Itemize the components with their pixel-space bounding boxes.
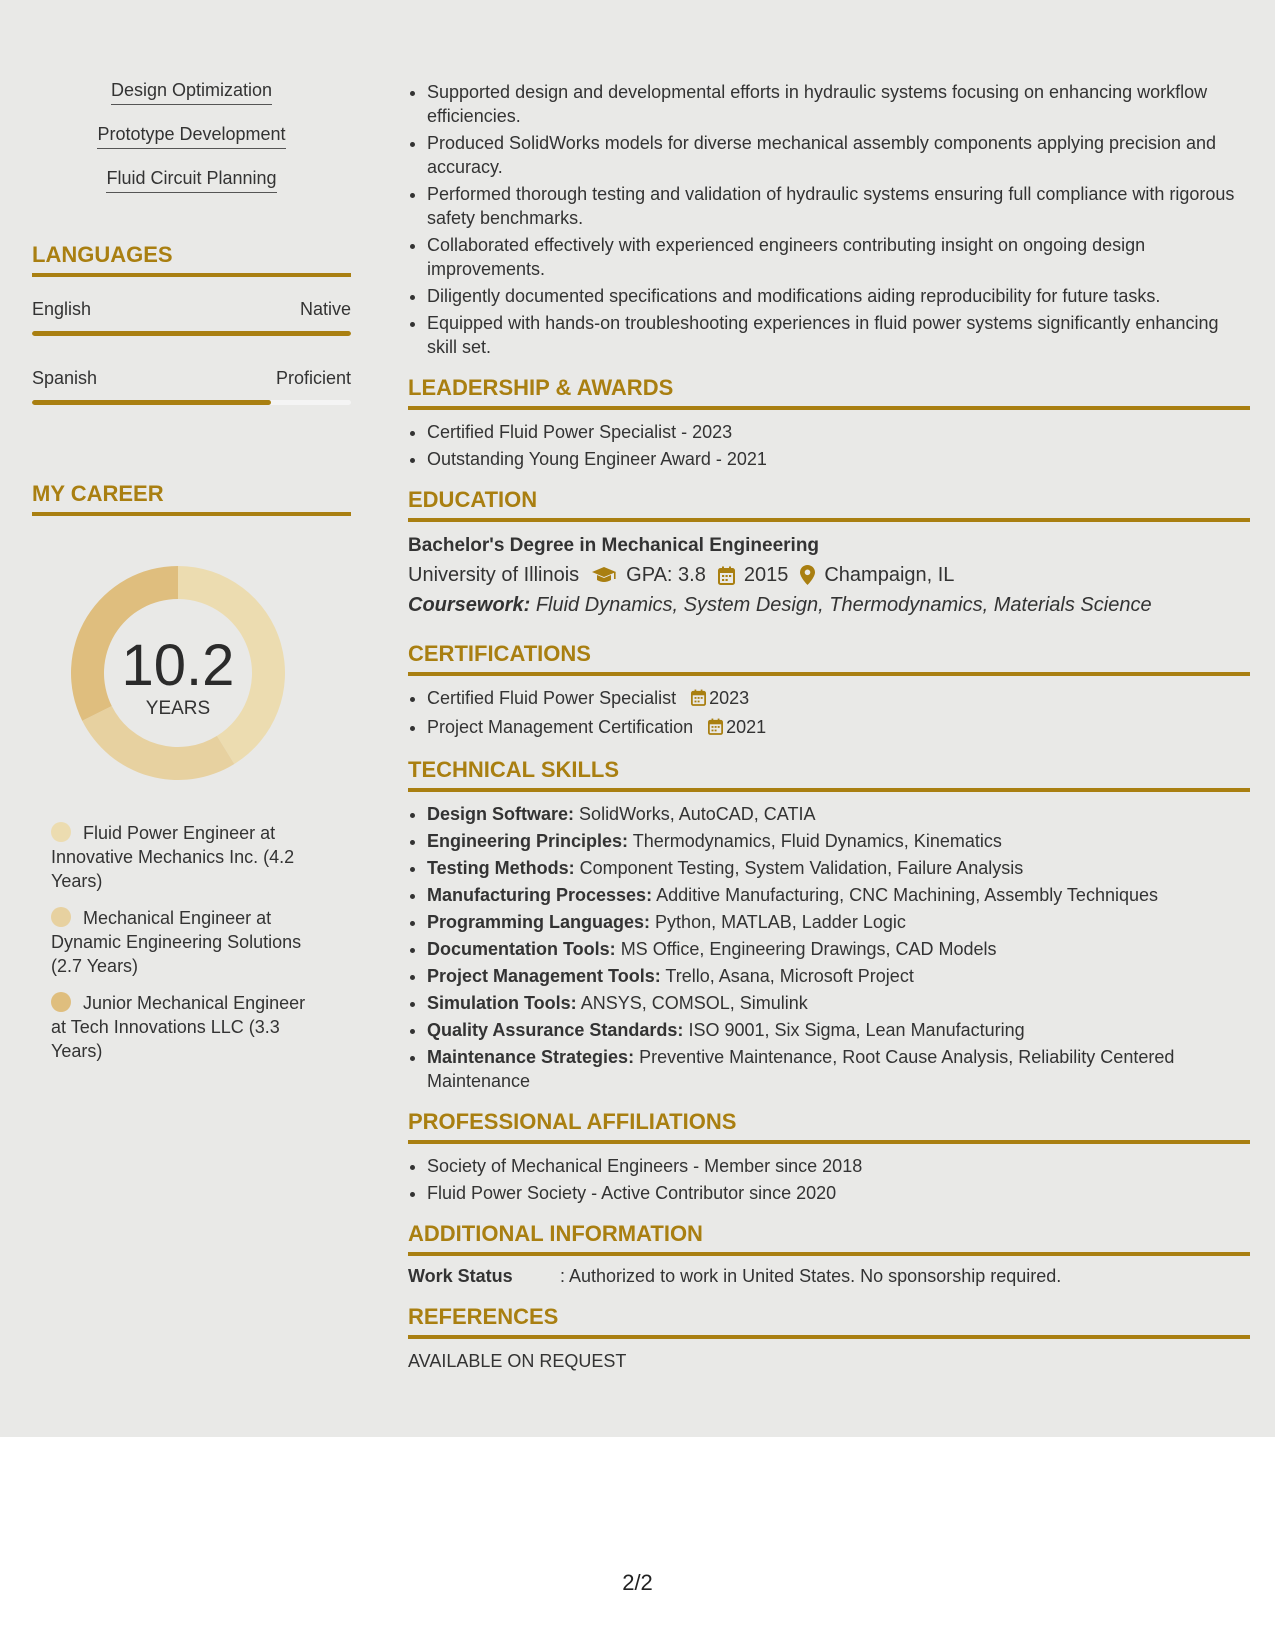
leadership-list <box>408 420 1250 471</box>
certification-name: Project Management Certification <box>427 717 694 737</box>
skill-key: Testing Methods: <box>427 858 575 878</box>
list-item <box>427 964 1250 988</box>
map-pin-icon <box>800 565 815 585</box>
list-item: • Society of Mechanical Engineers - Member since 2018 <box>427 1154 1250 1178</box>
references-title: REFERENCES <box>408 1303 1250 1339</box>
skill-value: Trello, Asana, Microsoft Project <box>665 966 914 986</box>
career-legend-item <box>51 991 322 1063</box>
education-title: EDUCATION <box>408 486 1250 522</box>
list-item <box>427 937 1250 961</box>
list-item: • Supported design and developmental efforts in hydraulic systems focusing on enhancing workflow efficiencies. <box>427 80 1250 128</box>
skill-value: Thermodynamics, Fluid Dynamics, Kinematics <box>632 831 1002 851</box>
skill-key: Manufacturing Processes: <box>427 885 653 905</box>
skill-key: Documentation Tools: <box>427 939 616 959</box>
language-level: Native <box>299 299 351 319</box>
education-school: University of Illinois <box>408 564 580 586</box>
left-column <box>32 78 351 1076</box>
work-status-value: : Authorized to work in United States. No sponsorship required. <box>560 1266 1062 1286</box>
list-item: • Collaborated effectively with experienced engineers contributing insight on ongoing design improvements. <box>427 233 1250 281</box>
education-degree: Bachelor's Degree in Mechanical Engineering <box>408 535 820 556</box>
calendar-icon <box>691 688 706 712</box>
skill-tag: Prototype Development <box>97 122 285 149</box>
skill-key: Programming Languages: <box>427 912 651 932</box>
skill-key: Engineering Principles: <box>427 831 629 851</box>
education-year: 2015 <box>743 564 789 586</box>
skill-key: Quality Assurance Standards: <box>427 1020 684 1040</box>
language-bar <box>32 331 351 336</box>
calendar-icon <box>718 566 735 585</box>
certification-year: 2023 <box>709 688 750 708</box>
list-item: • Outstanding Young Engineer Award - 2021 <box>427 447 1250 471</box>
skill-tag: Design Optimization <box>111 78 272 105</box>
list-item <box>427 1045 1250 1093</box>
career-legend-label: Fluid Power Engineer at Innovative Mechanics Inc. (4.2 Years) <box>51 823 295 891</box>
skill-value: Component Testing, System Validation, Failure Analysis <box>579 858 1024 878</box>
language-spanish <box>32 366 351 405</box>
language-level: Proficient <box>275 368 351 388</box>
language-bar-fill <box>32 400 271 405</box>
career-legend-item <box>51 821 322 893</box>
education-coursework <box>408 590 1250 620</box>
list-item <box>427 1018 1250 1042</box>
experience-bullets <box>408 80 1250 359</box>
career-total-years: 10.2 <box>121 633 235 698</box>
list-item <box>427 991 1250 1015</box>
certification-name: Certified Fluid Power Specialist <box>427 688 677 708</box>
list-item <box>427 883 1250 907</box>
career-legend-item <box>51 906 322 978</box>
legend-dot-icon <box>51 992 71 1012</box>
career-donut-chart <box>65 560 291 786</box>
language-bar-fill <box>32 331 351 336</box>
language-name: English <box>32 299 92 319</box>
skill-value: ISO 9001, Six Sigma, Lean Manufacturing <box>688 1020 1025 1040</box>
skill-value: ANSYS, COMSOL, Simulink <box>580 993 808 1013</box>
calendar-icon <box>708 717 723 741</box>
career-legend-label: Mechanical Engineer at Dynamic Engineering Solutions (2.7 Years) <box>51 908 302 976</box>
certifications-title: CERTIFICATIONS <box>408 640 1250 676</box>
language-bar <box>32 400 351 405</box>
career-title: MY CAREER <box>32 480 351 516</box>
education-location: Champaign, IL <box>824 564 955 586</box>
coursework-label: Coursework: <box>408 594 531 616</box>
skill-key: Design Software: <box>427 804 575 824</box>
list-item: • Diligently documented specifications and modifications aiding reproducibility for future tasks. <box>427 284 1250 308</box>
career-legend <box>32 821 322 1063</box>
skill-value: SolidWorks, AutoCAD, CATIA <box>579 804 816 824</box>
certifications-list <box>408 686 1250 741</box>
affiliations-list <box>408 1154 1250 1205</box>
skill-value: Python, MATLAB, Ladder Logic <box>655 912 906 932</box>
leadership-title: LEADERSHIP & AWARDS <box>408 374 1250 410</box>
career-legend-label: Junior Mechanical Engineer at Tech Innovations LLC (3.3 Years) <box>51 993 306 1061</box>
page-number: 2/2 <box>622 1570 653 1595</box>
education-gpa: GPA: 3.8 <box>626 564 706 586</box>
list-item: • Performed thorough testing and validation of hydraulic systems ensuring full compliance with rigorous safety benchmarks. <box>427 182 1250 230</box>
right-column <box>408 80 1250 1373</box>
list-item <box>427 829 1250 853</box>
career-years-label: YEARS <box>145 698 211 719</box>
skill-value: Additive Manufacturing, CNC Machining, Assembly Techniques <box>656 885 1158 905</box>
skill-key: Project Management Tools: <box>427 966 661 986</box>
list-item: • Fluid Power Society - Active Contributor since 2020 <box>427 1181 1250 1205</box>
education-meta <box>408 560 1250 590</box>
technical-skills-list <box>408 802 1250 1093</box>
list-item <box>427 715 1250 741</box>
skill-value: Preventive Maintenance, Root Cause Analysis, Reliability Centered Maintenance <box>427 1047 1175 1091</box>
list-item <box>427 802 1250 826</box>
work-status-row <box>408 1264 1250 1288</box>
certification-year: 2021 <box>726 717 767 737</box>
skill-value: MS Office, Engineering Drawings, CAD Models <box>620 939 997 959</box>
graduation-cap-icon <box>591 566 617 584</box>
additional-info-title: ADDITIONAL INFORMATION <box>408 1220 1250 1256</box>
list-item <box>427 856 1250 880</box>
languages-title: LANGUAGES <box>32 241 351 277</box>
list-item <box>427 686 1250 712</box>
language-english <box>32 297 351 336</box>
skill-key: Simulation Tools: <box>427 993 577 1013</box>
coursework-text: Fluid Dynamics, System Design, Thermodynamics, Materials Science <box>535 594 1152 616</box>
skill-tag: Fluid Circuit Planning <box>106 166 276 193</box>
list-item: • Certified Fluid Power Specialist - 2023 <box>427 420 1250 444</box>
references-text: AVAILABLE ON REQUEST <box>408 1351 627 1371</box>
affiliations-title: PROFESSIONAL AFFILIATIONS <box>408 1108 1250 1144</box>
legend-dot-icon <box>51 822 71 842</box>
skill-key: Maintenance Strategies: <box>427 1047 635 1067</box>
work-status-label: Work Status <box>408 1266 513 1286</box>
language-name: Spanish <box>32 368 98 388</box>
list-item <box>427 910 1250 934</box>
legend-dot-icon <box>51 907 71 927</box>
list-item: • Equipped with hands-on troubleshooting experiences in fluid power systems significantly enhancing skill set. <box>427 311 1250 359</box>
list-item: • Produced SolidWorks models for diverse mechanical assembly components applying precision and accuracy. <box>427 131 1250 179</box>
technical-skills-title: TECHNICAL SKILLS <box>408 756 1250 792</box>
